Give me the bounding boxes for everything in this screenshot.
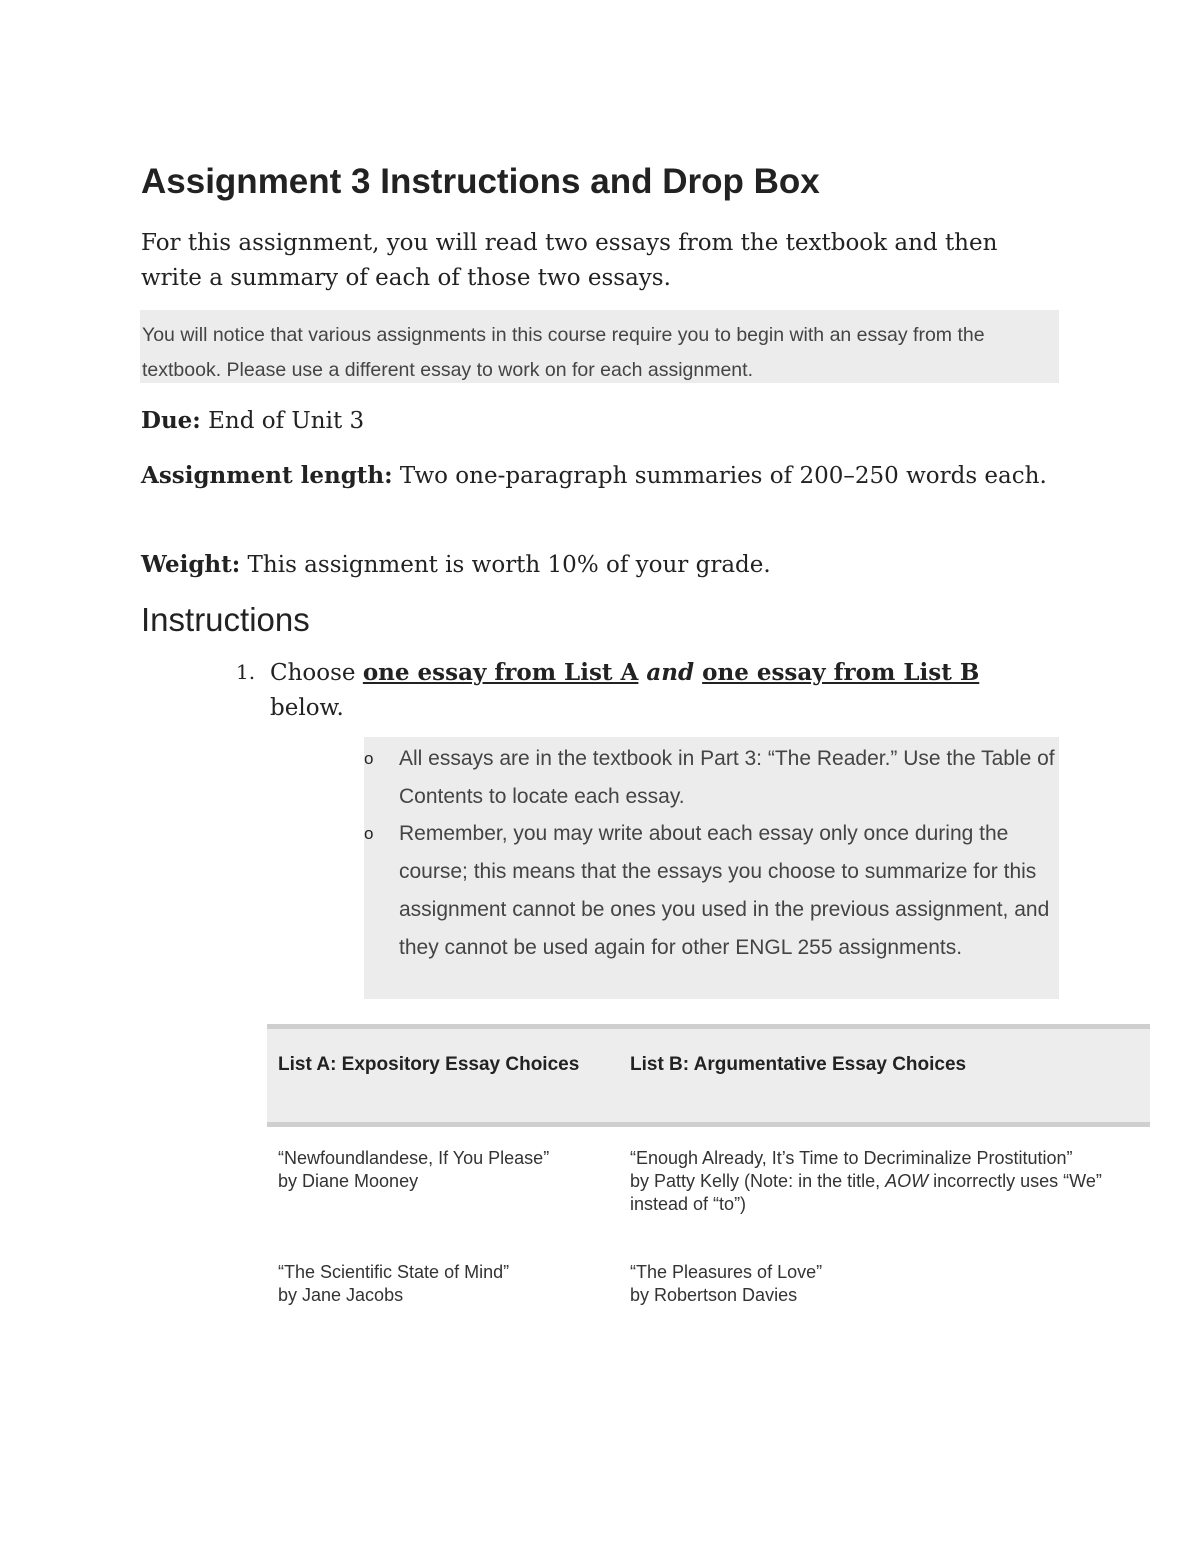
header-list-b: List B: Argumentative Essay Choices	[619, 1027, 1150, 1125]
cell-list-a	[267, 1125, 619, 1242]
weight-value: This assignment is worth 10% of your grade.	[240, 552, 771, 578]
step-suffix: below.	[270, 695, 344, 721]
essay-title: “The Pleasures of Love”	[630, 1262, 823, 1282]
essay-author: by Jane Jacobs	[278, 1285, 404, 1305]
step-list-b: one essay from List B	[702, 659, 980, 686]
table-row	[267, 1125, 1150, 1242]
instructions-heading: Instructions	[141, 601, 310, 638]
bullet-text: All essays are in the textbook in Part 3: “The Reader.” Use the Table of Contents to locate each essay.	[399, 747, 1055, 808]
due-field	[141, 403, 1061, 439]
instruction-step-1	[236, 655, 1036, 726]
due-value: End of Unit 3	[200, 408, 365, 434]
bullet-marker: o	[364, 749, 374, 768]
due-label: Due:	[141, 407, 201, 434]
essay-author: by Diane Mooney	[278, 1171, 419, 1191]
cell-list-b	[619, 1241, 1150, 1332]
weight-label: Weight:	[141, 551, 241, 578]
essay-title: “Enough Already, It’s Time to Decriminalize Prostitution”	[630, 1148, 1073, 1168]
essay-author: by Robertson Davies	[630, 1285, 798, 1305]
header-list-a: List A: Expository Essay Choices	[267, 1027, 619, 1125]
step-list-a: one essay from List A	[362, 659, 639, 686]
step-text	[270, 655, 1036, 726]
essay-author	[630, 1170, 1139, 1216]
bullet-marker: o	[364, 824, 374, 843]
length-field	[141, 458, 1061, 494]
author-text-end: incorrectly uses “We” instead of “to”)	[630, 1171, 1102, 1214]
essay-choices-table	[267, 1024, 1150, 1332]
page-title: Assignment 3 Instructions and Drop Box	[141, 162, 820, 201]
essay-title: “Newfoundlandese, If You Please”	[278, 1148, 550, 1168]
bullet-text: Remember, you may write about each essay only once during the course; this means that the essays you choose to summarize for this assignment cannot be ones you used in the previous assignment, and they cannot be used again for other ENGL 255 assignments.	[399, 822, 1050, 959]
weight-field	[141, 547, 1061, 583]
step-number: 1.	[236, 660, 256, 684]
step-conjunction: and	[638, 659, 703, 686]
sub-bullet	[364, 740, 1059, 816]
length-value: Two one-paragraph summaries of 200–250 words each.	[392, 463, 1047, 489]
table-row	[267, 1241, 1150, 1332]
cell-list-b	[619, 1125, 1150, 1242]
author-text: by Patty Kelly (Note: in the title,	[630, 1171, 886, 1191]
author-italic: AOW	[885, 1171, 929, 1191]
note-box	[140, 310, 1059, 383]
table-header-row	[267, 1027, 1150, 1125]
sub-bullet	[364, 815, 1059, 967]
step-prefix: Choose	[270, 660, 363, 686]
cell-list-a	[267, 1241, 619, 1332]
length-label: Assignment length:	[141, 462, 393, 489]
essay-title: “The Scientific State of Mind”	[278, 1262, 510, 1282]
note-text: You will notice that various assignments in this course require you to begin with an essay from the textbook. Please use a different essay to work on for each assignment.	[142, 324, 985, 381]
intro-paragraph: For this assignment, you will read two essays from the textbook and then write a summary of each of those two essays.	[141, 230, 998, 291]
